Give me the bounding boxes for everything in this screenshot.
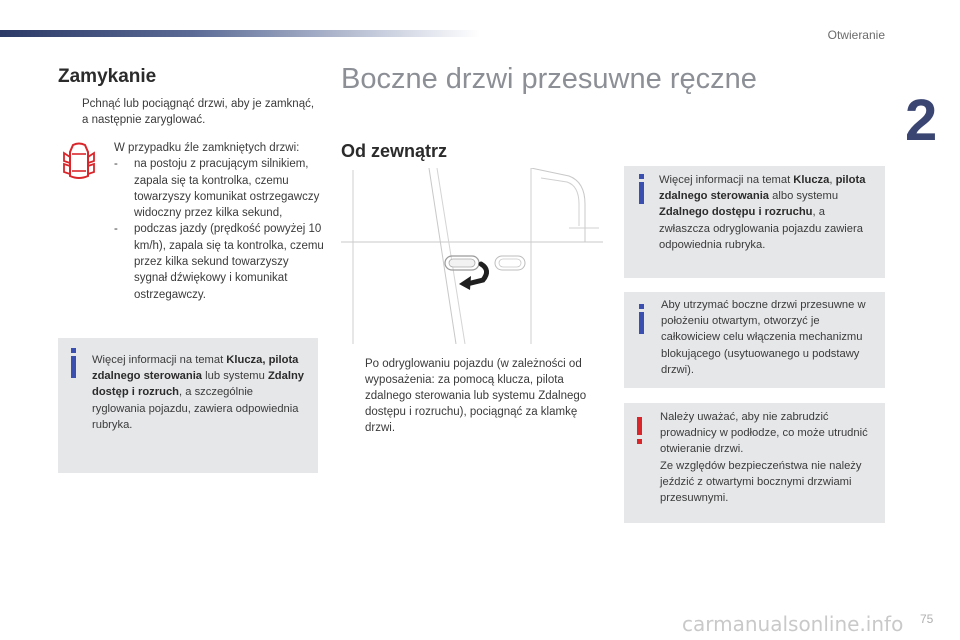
- info-text-bold: Zdalnego dostępu i rozruchu: [659, 206, 813, 219]
- info-text-part: Więcej informacji na temat: [92, 354, 227, 366]
- info-icon-dot: [71, 348, 76, 353]
- right-info-box-2: [624, 292, 885, 388]
- warning-text: [114, 140, 324, 303]
- unlock-bullet: [341, 356, 603, 436]
- right-warning-box: [624, 403, 885, 523]
- warning-dash: -: [114, 223, 118, 236]
- warning-paragraph: Należy uważać, aby nie zabrudzić prowadnicy w podłodze, co może utrudnić otwieranie drzwi.: [660, 411, 868, 456]
- warning-exclamation-dot: [637, 439, 642, 444]
- info-text-bold: Klucza, pilota zdalnego sterowania: [92, 354, 299, 383]
- info-icon-dot: [639, 304, 644, 309]
- open-door-warning-icon: [62, 142, 96, 182]
- closing-bullet-text: Pchnąć lub pociągnąć drzwi, aby je zamknąć, a następnie zaryglować.: [82, 98, 315, 126]
- page-title: Boczne drzwi przesuwne ręczne: [341, 63, 757, 95]
- info-text-bold: Klucza: [793, 174, 830, 186]
- sliding-door-handle-illustration: [341, 168, 603, 344]
- left-info-box: [58, 338, 318, 473]
- warning-exclamation-icon: [637, 417, 642, 435]
- closing-title: Zamykanie: [58, 66, 157, 87]
- header-gradient-bar: [0, 30, 480, 37]
- info-icon: [71, 356, 76, 378]
- warning-item: [114, 221, 324, 302]
- left-info-text: [92, 352, 307, 433]
- section-label: Otwieranie: [827, 28, 885, 42]
- info-text-part: , a szczególnie ryglowania pojazdu, zawiera odpowiednia rubryka.: [92, 386, 299, 431]
- info-icon: [639, 312, 644, 334]
- right-warning-text: [660, 409, 878, 506]
- unlock-bullet-text: Po odryglowaniu pojazdu (w zależności od wyposażenia: za pomocą klucza, pilota zdalnego sterowania lub systemu Zdalnego dostępu i rozruchu), pociągnąć za klamkę drzwi.: [365, 358, 587, 434]
- right-info-text-1: [659, 172, 877, 253]
- right-info-text-2: Aby utrzymać boczne drzwi przesuwne w położeniu otwartym, otworzyć je całkowiciew celu włączenia mechanizmu blokującego (usytuowanego u podstawy drzwi).: [661, 299, 866, 376]
- closing-bullet: [58, 96, 320, 128]
- outside-subtitle: Od zewnątrz: [341, 141, 448, 161]
- chapter-number: 2: [905, 88, 938, 153]
- warning-paragraph: Ze względów bezpieczeństwa nie należy jeździć z otwartymi bocznymi drzwiami przesuwnymi.: [660, 459, 862, 505]
- info-text-bold: Zdalny dostęp i rozruch: [92, 370, 305, 399]
- warning-item: [114, 156, 324, 221]
- page-number: 75: [920, 612, 934, 626]
- info-text-part: Więcej informacji na temat: [659, 174, 794, 186]
- warning-item-text: na postoju z pracującym silnikiem, zapala się ta kontrolka, czemu towarzyszy komunikat ostrzegawczy widoczny przez kilka sekund,: [134, 158, 320, 220]
- info-text-part: lub systemu: [202, 370, 268, 383]
- watermark: carmanualsonline.info: [682, 612, 904, 636]
- info-text-part: , a zwłaszcza odryglowania pojazdu zawiera odpowiednia rubryka.: [659, 206, 863, 251]
- warning-item-text: podczas jazdy (prędkość powyżej 10 km/h), zapala się ta kontrolka, czemu przez kilka sekund towarzyszy sygnał dźwiękowy i komunikat ostrzegawczy.: [134, 223, 324, 301]
- info-icon-dot: [639, 174, 644, 179]
- info-text-bold: pilota zdalnego sterowania: [659, 174, 866, 203]
- info-text-part: albo systemu: [769, 190, 839, 203]
- right-info-box-1: [624, 166, 885, 278]
- info-icon: [639, 182, 644, 204]
- warning-dash: -: [114, 158, 118, 171]
- warning-intro: W przypadku źle zamkniętych drzwi:: [114, 142, 300, 154]
- info-text-part: ,: [829, 174, 836, 186]
